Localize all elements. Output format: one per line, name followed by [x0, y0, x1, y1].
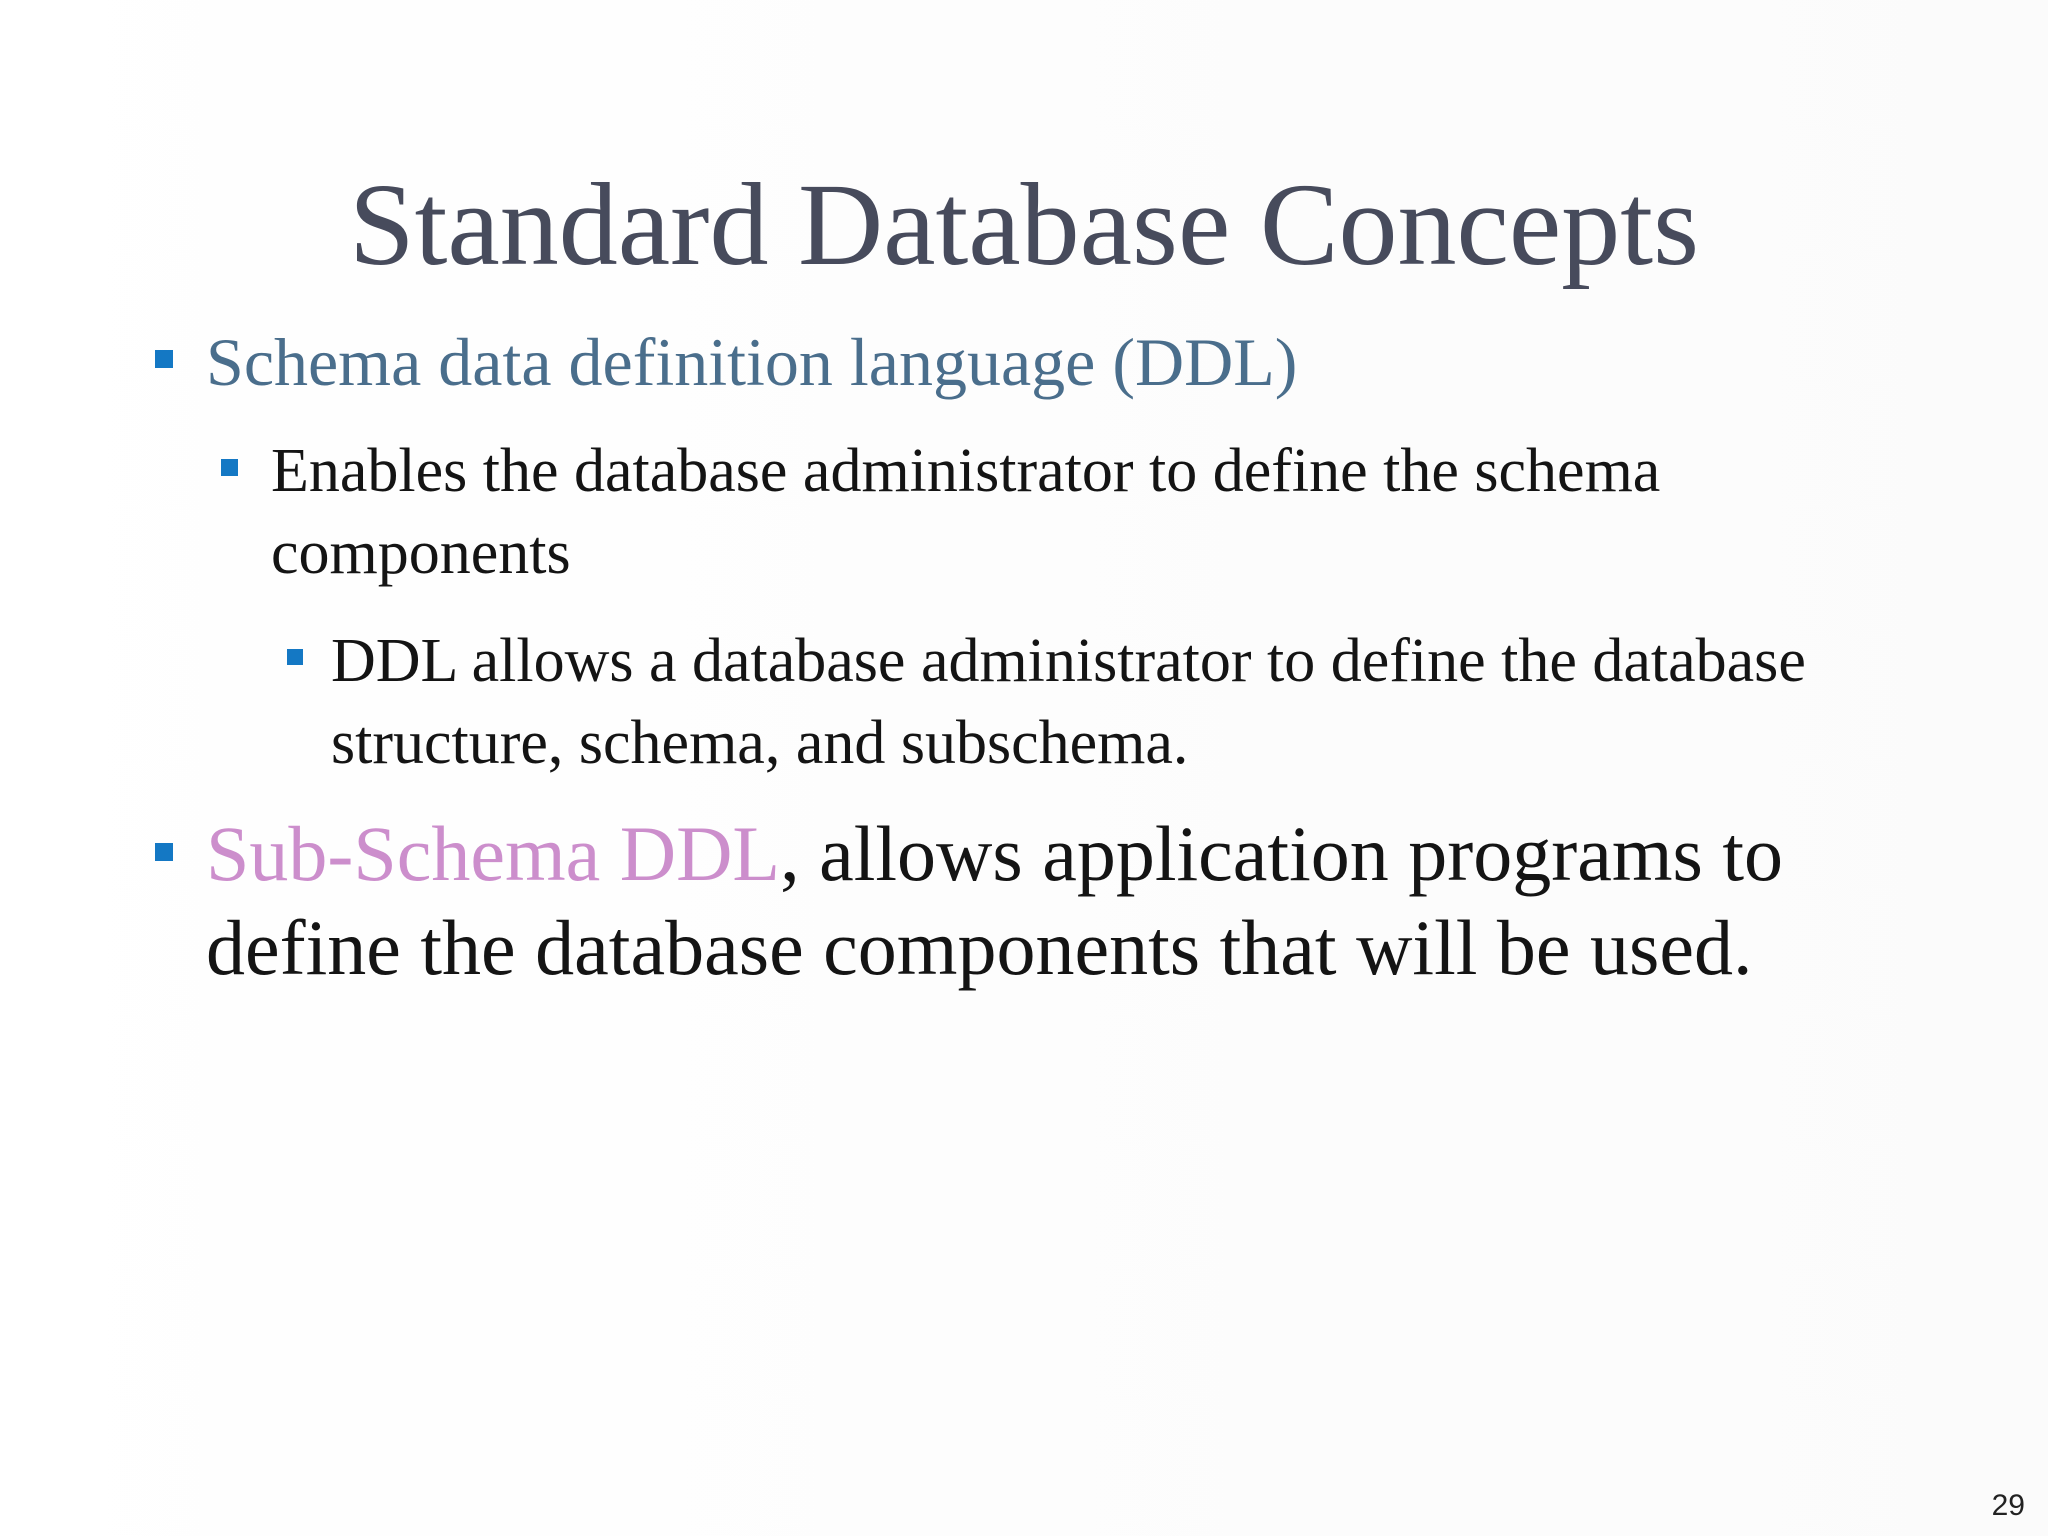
page-number: 29 — [1991, 1489, 2025, 1522]
square-bullet-icon — [155, 843, 173, 861]
subschema-ddl-description: , allows application programs to define the database components that will be used. — [206, 810, 1784, 991]
bullet-text: Enables the database administrator to define the schema components — [271, 437, 1661, 587]
slide-title: Standard Database Concepts — [348, 159, 1700, 290]
bullet-text: DDL allows a database administrator to define the database structure, schema, and subschema. — [331, 627, 1806, 777]
square-bullet-icon — [155, 350, 173, 368]
square-bullet-icon — [221, 459, 238, 476]
bullet-text — [206, 807, 1856, 995]
square-bullet-icon — [287, 649, 303, 665]
subschema-ddl-term: Sub-Schema DDL — [206, 810, 781, 897]
bullet-text: Schema data definition language (DDL) — [206, 324, 1298, 400]
